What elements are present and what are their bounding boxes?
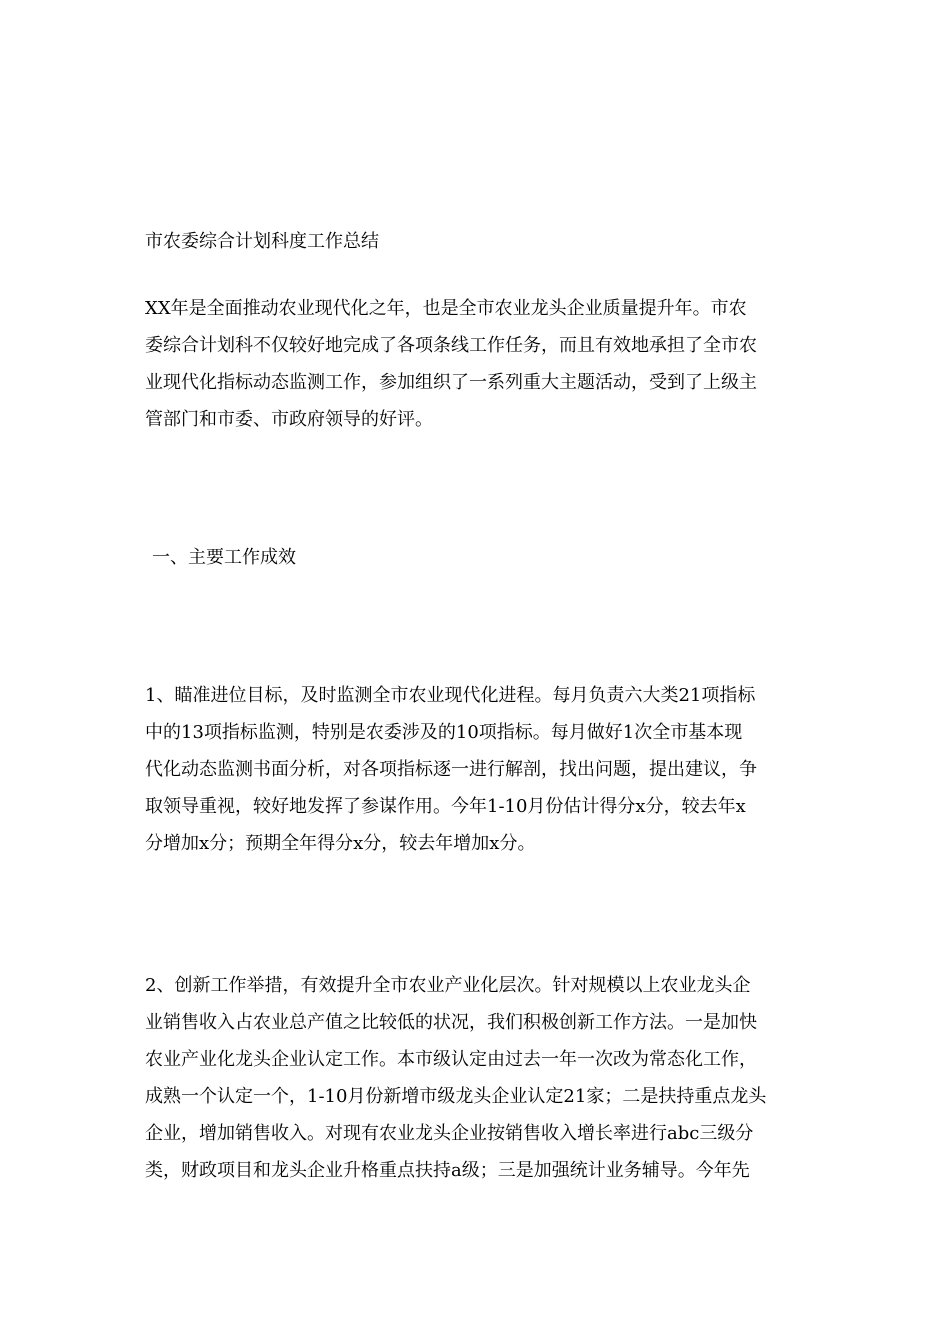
paragraph-line: 中的13项指标监测，特别是农委涉及的10项指标。每月做好1次全市基本现 (145, 722, 743, 743)
paragraph-line: 1、瞄准进位目标，及时监测全市农业现代化进程。每月负责六大类21项指标 (145, 685, 756, 706)
item-1-paragraph (145, 677, 810, 862)
intro-paragraph (145, 290, 810, 438)
paragraph-line: 管部门和市委、市政府领导的好评。 (145, 409, 433, 430)
item-2-paragraph (145, 967, 810, 1189)
document-title: 市农委综合计划科度工作总结 (145, 231, 379, 252)
paragraph-line: 委综合计划科不仅较好地完成了各项条线工作任务，而且有效地承担了全市农 (145, 335, 757, 356)
paragraph-line: 成熟一个认定一个，1-10月份新增市级龙头企业认定21家；二是扶持重点龙头 (145, 1086, 767, 1107)
paragraph-line: XX年是全面推动农业现代化之年，也是全市农业龙头企业质量提升年。市农 (145, 298, 747, 319)
paragraph-line: 业现代化指标动态监测工作，参加组织了一系列重大主题活动，受到了上级主 (145, 372, 757, 393)
paragraph-line: 代化动态监测书面分析，对各项指标逐一进行解剖，找出问题，提出建议，争 (145, 759, 757, 780)
paragraph-line: 2、创新工作举措，有效提升全市农业产业化层次。针对规模以上农业龙头企 (145, 975, 751, 996)
paragraph-line: 农业产业化龙头企业认定工作。本市级认定由过去一年一次改为常态化工作， (145, 1049, 757, 1070)
paragraph-line: 类，财政项目和龙头企业升格重点扶持a级；三是加强统计业务辅导。今年先 (145, 1160, 750, 1181)
paragraph-line: 企业，增加销售收入。对现有农业龙头企业按销售收入增长率进行abc三级分 (145, 1123, 754, 1144)
section-heading: 一、主要工作成效 (152, 547, 296, 568)
paragraph-line: 取领导重视，较好地发挥了参谋作用。今年1-10月份估计得分x分，较去年x (145, 796, 746, 817)
paragraph-line: 分增加x分；预期全年得分x分，较去年增加x分。 (145, 833, 536, 854)
paragraph-line: 业销售收入占农业总产值之比较低的状况，我们积极创新工作方法。一是加快 (145, 1012, 757, 1033)
